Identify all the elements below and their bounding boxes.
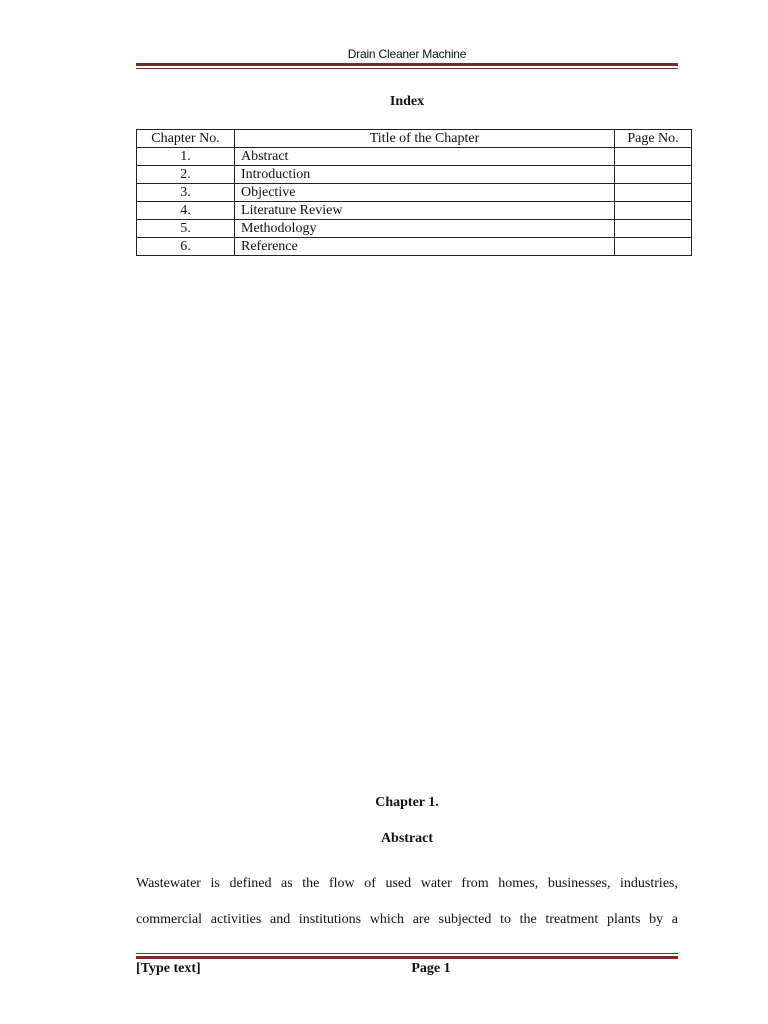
paragraph-line: Wastewater is defined as the flow of used water from homes, businesses, industries, <box>136 876 678 891</box>
chapter-number-cell: 5. <box>137 220 235 238</box>
footer-rule <box>136 953 678 959</box>
table-row <box>137 238 692 256</box>
paragraph-line: commercial activities and institutions which are subjected to the treatment plants by a <box>136 912 678 927</box>
page-number-cell <box>615 184 692 202</box>
index-table <box>136 129 692 256</box>
column-header-page-no: Page No. <box>615 130 692 148</box>
footer-rule-thin <box>136 953 678 954</box>
chapter-label: Chapter 1. <box>375 795 439 810</box>
chapter-number-cell: 1. <box>137 148 235 166</box>
section-title: Abstract <box>380 831 434 846</box>
chapter-number-cell: 4. <box>137 202 235 220</box>
header-rule-thick <box>136 63 678 66</box>
page-number-cell <box>615 238 692 256</box>
table-row <box>137 184 692 202</box>
chapter-number-cell: 3. <box>137 184 235 202</box>
footer-placeholder-text: [Type text] <box>136 961 201 976</box>
index-header-row <box>137 130 692 148</box>
header-rule-thin <box>136 68 678 69</box>
column-header-title: Title of the Chapter <box>235 130 615 148</box>
index-heading: Index <box>389 94 425 109</box>
chapter-title-cell: Reference <box>235 238 615 256</box>
table-row <box>137 220 692 238</box>
chapter-title-cell: Literature Review <box>235 202 615 220</box>
header-rule <box>136 63 678 69</box>
chapter-title-cell: Objective <box>235 184 615 202</box>
chapter-title-cell: Introduction <box>235 166 615 184</box>
body-paragraph <box>136 866 678 938</box>
chapter-number-cell: 2. <box>137 166 235 184</box>
table-row <box>137 202 692 220</box>
chapter-title-cell: Methodology <box>235 220 615 238</box>
footer-rule-thick <box>136 956 678 959</box>
chapter-number-cell: 6. <box>137 238 235 256</box>
table-row <box>137 148 692 166</box>
chapter-title-cell: Abstract <box>235 148 615 166</box>
page-number-cell <box>615 148 692 166</box>
running-header: Drain Cleaner Machine <box>347 47 467 61</box>
page-number-cell <box>615 220 692 238</box>
page-number-cell <box>615 166 692 184</box>
table-row <box>137 166 692 184</box>
page-number: Page 1 <box>411 961 451 976</box>
column-header-chapter-no: Chapter No. <box>137 130 235 148</box>
page-number-cell <box>615 202 692 220</box>
